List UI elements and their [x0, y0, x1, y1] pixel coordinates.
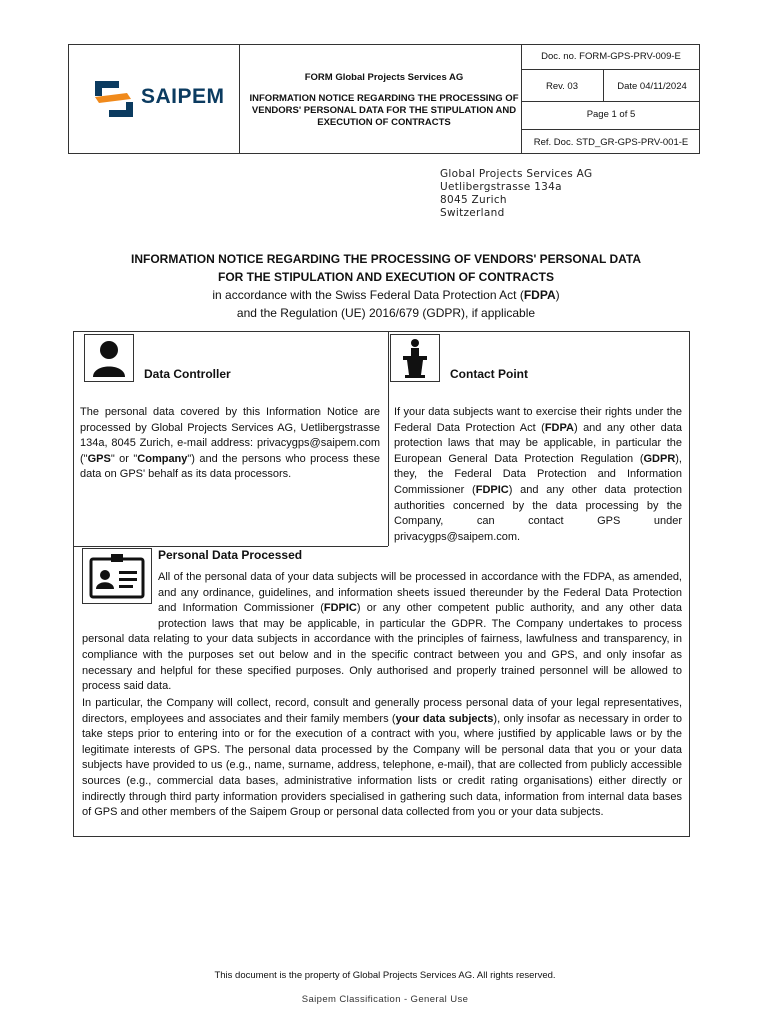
contact-point-heading: Contact Point [450, 367, 528, 381]
notice-title [70, 250, 702, 322]
paragraph-text: The personal data covered by this Information Notice are processed by Global Projects Services AG, Uetlibergstrasse 134a, 8045 Zurich, e-mail address: privacygps@saipem.com (" [80, 406, 380, 465]
saipem-logo-icon [93, 79, 137, 119]
header-divider [521, 101, 699, 102]
title-line: and the Regulation (UE) 2016/679 (GDPR), if applicable [236, 306, 536, 320]
data-controller-text [80, 405, 380, 483]
personal-data-text-2 [82, 696, 682, 821]
address-line: Switzerland [440, 207, 505, 219]
form-subtitle: INFORMATION NOTICE REGARDING THE PROCESSING OF VENDORS' PERSONAL DATA FOR THE STIPULATION AND EXECUTION OF CONTRACTS [249, 93, 519, 128]
title-line: FOR THE STIPULATION AND EXECUTION OF CONTRACTS [218, 270, 554, 284]
paragraph-text: ") and the persons who process these data on GPS' behalf as its data processors. [80, 452, 380, 481]
notice-sections-box [73, 331, 690, 837]
address-line: Global Projects Services AG [440, 168, 593, 180]
title-line [70, 286, 702, 304]
paragraph-text: " or " [110, 452, 138, 465]
personal-data-heading: Personal Data Processed [158, 548, 303, 562]
paragraph-bold: Company [137, 452, 188, 465]
paragraph-text: ) and any other data protection laws that may be applicable, in particular the European General Data Protection Regulation ( [394, 421, 682, 465]
title-text: ) [555, 288, 560, 302]
address-line: Uetlibergstrasse 134a [440, 181, 562, 193]
header-divider [239, 45, 240, 153]
paragraph-bold: FDPIC [475, 483, 509, 496]
data-controller-heading: Data Controller [144, 367, 231, 381]
header-divider [521, 69, 699, 70]
property-notice: This document is the property of Global Projects Services AG. All rights reserved. [214, 970, 556, 981]
title-text: in accordance with the Swiss Federal Data Protection Act ( [212, 288, 524, 302]
paragraph-bold: GPS [87, 452, 111, 465]
paragraph-text: ), they, the Federal Data Protection and Information Commissioner ( [394, 452, 682, 496]
paragraph-text: If your data subjects want to exercise their rights under the Federal Data Protection Act ( [394, 406, 682, 434]
paragraph-bold: your data subjects [395, 712, 494, 725]
revision: Rev. 03 [545, 81, 579, 92]
company-name: SAIPEM [141, 85, 225, 108]
address-line: 8045 Zurich [440, 194, 507, 206]
page-number: Page 1 of 5 [586, 109, 636, 120]
classification-label: Saipem Classification - General Use [301, 994, 469, 1005]
doc-date: Date 04/11/2024 [617, 81, 687, 92]
paragraph-bold: FDPA [544, 421, 574, 434]
header-divider [521, 129, 699, 130]
section-divider [154, 546, 388, 547]
doc-number: Doc. no. FORM-GPS-PRV-009-E [541, 51, 681, 62]
title-bold: FDPA [523, 288, 556, 302]
section-divider [74, 546, 154, 547]
paragraph-bold: FDPIC [323, 602, 357, 615]
person-icon [84, 334, 134, 382]
document-header [68, 44, 700, 154]
float-spacer [82, 570, 158, 632]
title-line: INFORMATION NOTICE REGARDING THE PROCESSING OF VENDORS' PERSONAL DATA [131, 252, 641, 266]
podium-icon [390, 334, 440, 382]
paragraph-bold: GDPR [643, 452, 676, 465]
contact-point-text [394, 405, 682, 545]
personal-data-text-1-body [82, 570, 682, 695]
reference-doc: Ref. Doc. STD_GR-GPS-PRV-001-E [533, 137, 689, 148]
paragraph-text: In particular, the Company will collect, record, consult and generally process personal data of your legal representatives, directors, employees and associates and their family members ( [82, 697, 682, 725]
paragraph-text: ) and any other data protection authorities concerned by the data processing by the Company, can contact GPS under privacygps@saipem.com. [394, 483, 683, 543]
column-divider [388, 332, 389, 546]
paragraph-text: ), only insofar as necessary in order to take steps prior to entering into or for the execution of a contract with you, where justified by applicable laws or by the legitimate interests of GPS. The personal data processed by the Company will be personal data that you or your data subjects have provided to us (e.g., name, surname, address, telephone, e-mail), that are collected from publicly accessible sources (e.g., commercial data bases, administrative information lists or credit rating organisations) either directly or indirectly through third party information providers specialised in gathering such data, information from internal data bases of GPS and other members of the Saipem Group or personal data collected from you or your data subjects. [82, 712, 683, 819]
form-title: FORM Global Projects Services AG [304, 72, 464, 83]
paragraph-text: All of the personal data of your data subjects will be processed in accordance with the FDPA, as amended, and any ordinance, guidelines, and information sheets issued thereunder by the Federal Data Protection and Information Commissioner ( [158, 571, 682, 615]
paragraph-text: ) or any other competent public authority, and any other data protection laws that may be applicable, in particular the GDPR. The Company undertakes to process personal data relating to your data subjects in accordance with the principles of fairness, lawfulness and transparency, in compliance with the purposes set out below and in the specific contract between you and GPS, and only insofar as necessary and helpful for these specified purposes. Only authorised and properly trained personnel will be allowed to process said data. [82, 602, 682, 693]
saipem-logo [93, 79, 233, 119]
company-address [440, 168, 592, 220]
